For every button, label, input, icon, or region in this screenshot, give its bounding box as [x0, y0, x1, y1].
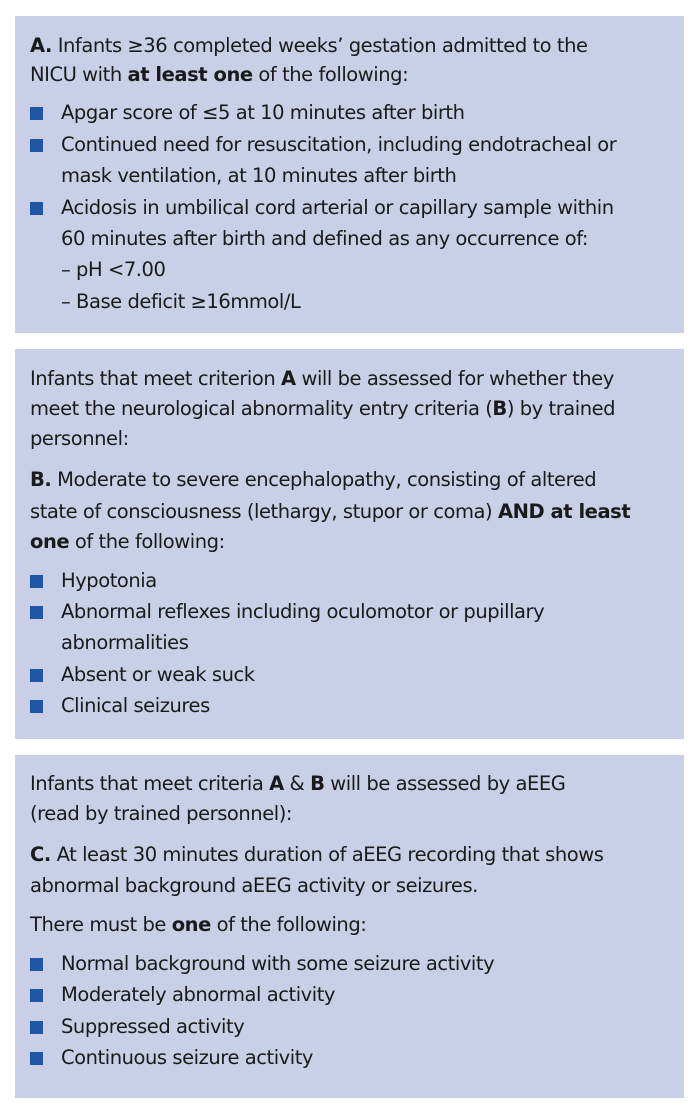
criteria-a-panel: [15, 16, 684, 333]
criterion-b-heading-l3-post: of the following:: [69, 530, 225, 553]
criterion-a-heading-pre: NICU with: [30, 63, 128, 86]
bullet-square-icon: [30, 202, 43, 215]
criterion-b-bullet-2-line-2: abnormalities: [61, 631, 189, 654]
criterion-c-letter: C.: [30, 843, 51, 866]
criterion-c-intro-bold-a: A: [269, 772, 284, 795]
criterion-a-bullet-3-line-2: 60 minutes after birth and defined as any occurrence of:: [61, 227, 589, 250]
criterion-c-intro-line-1: [30, 771, 565, 797]
criterion-c-heading-line-1: [30, 842, 603, 868]
criterion-c-bullet-3: Suppressed activity: [61, 1015, 245, 1038]
criterion-b-intro-pre: Infants that meet criterion: [30, 367, 282, 390]
criterion-b-heading-l2-pre: state of consciousness (lethargy, stupor or coma): [30, 500, 498, 523]
criterion-c-intro-post: will be assessed by aEEG: [324, 772, 566, 795]
criterion-c-must-post: of the following:: [210, 913, 367, 936]
criterion-a-subitem-base-deficit: – Base deficit ≥16mmol/L: [61, 290, 301, 313]
bullet-square-icon: [30, 606, 43, 619]
criterion-b-bullet-3: Absent or weak suck: [61, 663, 255, 686]
criterion-b-heading-text: Moderate to severe encephalopathy, consisting of altered: [51, 468, 597, 491]
criterion-b-intro-post: will be assessed for whether they: [295, 367, 614, 390]
bullet-square-icon: [30, 107, 43, 120]
criterion-a-heading-line-1: [30, 33, 588, 59]
criterion-b-bullet-4: Clinical seizures: [61, 694, 210, 717]
bullet-square-icon: [30, 958, 43, 971]
criterion-c-intro-bold-b: B: [310, 772, 325, 795]
criterion-c-intro-amp: &: [283, 772, 311, 795]
criterion-c-bullet-4: Continuous seizure activity: [61, 1046, 314, 1069]
criterion-c-heading-line-2: abnormal background aEEG activity or seizures.: [30, 874, 478, 897]
criterion-b-letter: B.: [30, 468, 52, 491]
criterion-b-intro-l2-pre: meet the neurological abnormality entry criteria (: [30, 397, 493, 420]
criterion-b-intro-bold: A: [281, 367, 296, 390]
criterion-a-bullet-2-line-1: Continued need for resuscitation, including endotracheal or: [61, 133, 617, 156]
criterion-c-intro-line-2: (read by trained personnel):: [30, 802, 292, 825]
criterion-b-intro-line-2: [30, 396, 615, 422]
criterion-b-heading-l3-bold: one: [30, 530, 70, 553]
bullet-square-icon: [30, 989, 43, 1002]
criterion-b-bullet-1: Hypotonia: [61, 569, 157, 592]
bullet-square-icon: [30, 1052, 43, 1065]
criterion-b-heading-l2-bold: AND at least: [497, 500, 631, 523]
criterion-a-letter: A.: [30, 34, 52, 57]
criteria-c-panel: [15, 755, 684, 1098]
criterion-c-must-pre: There must be: [30, 913, 172, 936]
criteria-b-panel: [15, 349, 684, 739]
criterion-b-heading-line-3: [30, 529, 225, 555]
bullet-square-icon: [30, 669, 43, 682]
criterion-c-must-bold: one: [171, 913, 211, 936]
bullet-square-icon: [30, 139, 43, 152]
criterion-c-heading-text: At least 30 minutes duration of aEEG recording that shows: [50, 843, 604, 866]
criterion-a-heading-bold: at least one: [127, 63, 253, 86]
bullet-square-icon: [30, 1021, 43, 1034]
bullet-square-icon: [30, 700, 43, 713]
criterion-b-intro-line-1: [30, 366, 614, 392]
criterion-b-heading-line-1: [30, 467, 596, 493]
criterion-c-intro-pre: Infants that meet criteria: [30, 772, 270, 795]
criterion-c-bullet-2: Moderately abnormal activity: [61, 983, 336, 1006]
criterion-c-bullet-1: Normal background with some seizure activity: [61, 952, 495, 975]
criterion-b-intro-line-3: personnel:: [30, 427, 129, 450]
criterion-b-intro-l2-bold: B: [492, 397, 507, 420]
criterion-b-heading-line-2: [30, 499, 630, 525]
criterion-a-bullet-2-line-2: mask ventilation, at 10 minutes after birth: [61, 164, 457, 187]
criterion-b-bullet-2-line-1: Abnormal reflexes including oculomotor or pupillary: [61, 600, 545, 623]
criterion-a-heading-post: of the following:: [252, 63, 409, 86]
criterion-a-bullet-1: Apgar score of ≤5 at 10 minutes after birth: [61, 101, 465, 124]
bullet-square-icon: [30, 575, 43, 588]
criterion-a-subitem-ph: – pH <7.00: [61, 258, 166, 281]
criterion-a-heading-line-2: [30, 62, 408, 88]
criterion-b-intro-l2-post: ) by trained: [506, 397, 616, 420]
criterion-c-must-line: [30, 912, 366, 938]
criterion-a-bullet-3-line-1: Acidosis in umbilical cord arterial or capillary sample within: [61, 196, 614, 219]
criterion-a-heading-text: Infants ≥36 completed weeks’ gestation admitted to the: [51, 34, 588, 57]
